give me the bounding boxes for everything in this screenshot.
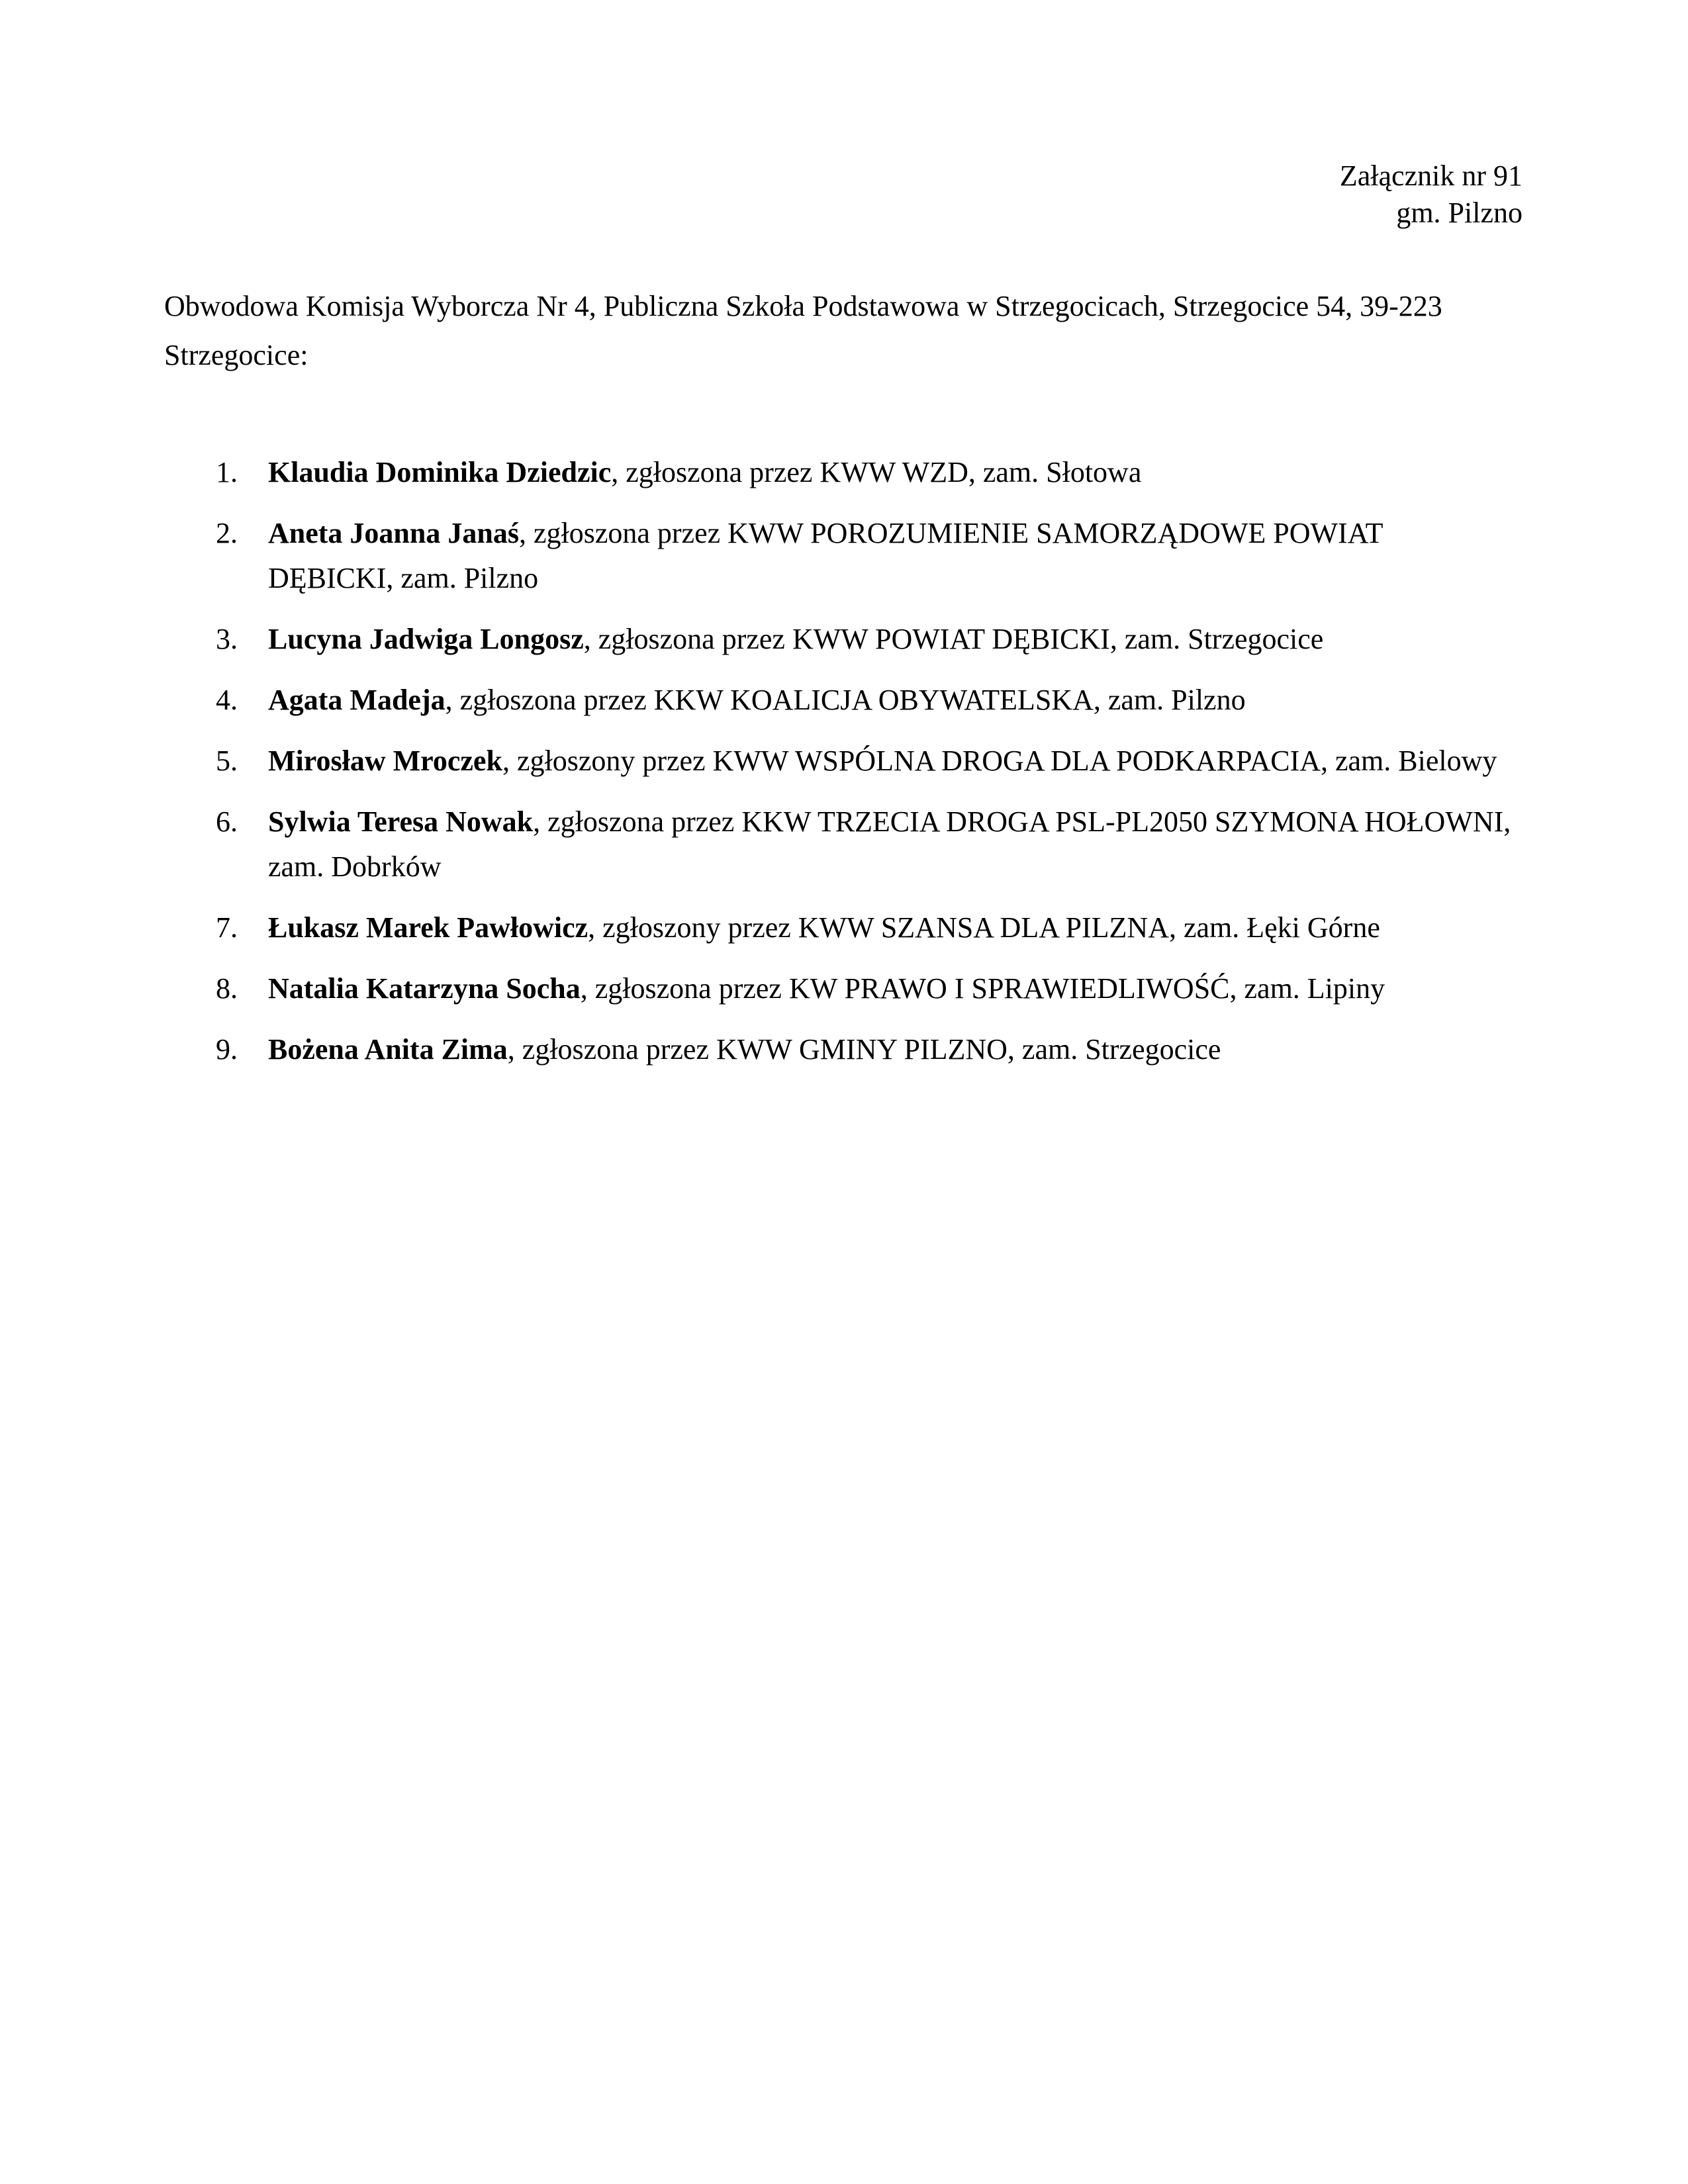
list-item — [164, 1027, 1515, 1072]
municipality-label: gm. Pilzno — [1396, 197, 1523, 229]
list-number: 6. — [216, 805, 238, 838]
member-details: , zgłoszona przez KWW WZD, zam. Słotowa — [611, 456, 1142, 488]
member-name: Aneta Joanna Janaś — [268, 517, 519, 549]
list-item — [164, 450, 1515, 495]
member-details: , zgłoszona przez KWW POROZUMIENIE SAMORZĄDOWE POWIAT DĘBICKI, zam. Pilzno — [268, 517, 1383, 594]
member-name: Łukasz Marek Pawłowicz — [268, 911, 588, 944]
member-details: , zgłoszona przez KWW POWIAT DĘBICKI, zam. Strzegocice — [583, 623, 1324, 655]
list-item — [164, 617, 1515, 662]
attachment-number: Załącznik nr 91 — [1339, 159, 1523, 192]
member-name: Klaudia Dominika Dziedzic — [268, 456, 612, 488]
list-item — [164, 905, 1515, 950]
member-list — [164, 450, 1515, 1088]
attachment-header — [1340, 158, 1523, 232]
list-number: 2. — [216, 517, 238, 549]
member-name: Lucyna Jadwiga Longosz — [268, 623, 584, 655]
list-number: 3. — [216, 623, 238, 655]
member-name: Bożena Anita Zima — [268, 1033, 508, 1066]
member-details: , zgłoszony przez KWW WSPÓLNA DROGA DLA PODKARPACIA, zam. Bielowy — [502, 745, 1497, 777]
member-name: Mirosław Mroczek — [268, 745, 502, 777]
list-number: 8. — [216, 972, 238, 1005]
list-number: 7. — [216, 911, 238, 944]
list-item — [164, 678, 1515, 723]
list-item — [164, 966, 1515, 1011]
list-number: 1. — [216, 456, 238, 488]
member-details: , zgłoszona przez KKW KOALICJA OBYWATELSKA, zam. Pilzno — [445, 684, 1246, 716]
commission-description: Obwodowa Komisja Wyborcza Nr 4, Publiczna Szkoła Podstawowa w Strzegocicach, Strzegocice 54, 39-223 Strzegocice: — [164, 290, 1442, 371]
member-details: , zgłoszona przez KWW GMINY PILZNO, zam. Strzegocice — [507, 1033, 1221, 1066]
list-number: 9. — [216, 1033, 238, 1066]
member-name: Natalia Katarzyna Socha — [268, 972, 581, 1005]
member-details: , zgłoszony przez KWW SZANSA DLA PILZNA, zam. Łęki Górne — [588, 911, 1380, 944]
list-item — [164, 511, 1515, 601]
list-number: 5. — [216, 745, 238, 777]
list-number: 4. — [216, 684, 238, 716]
list-item — [164, 799, 1515, 889]
list-item — [164, 739, 1515, 784]
member-details: , zgłoszona przez KW PRAWO I SPRAWIEDLIWOŚĆ, zam. Lipiny — [580, 972, 1385, 1005]
member-name: Sylwia Teresa Nowak — [268, 805, 534, 838]
member-details: , zgłoszona przez KKW TRZECIA DROGA PSL-PL2050 SZYMONA HOŁOWNI, zam. Dobrków — [268, 805, 1511, 883]
member-name: Agata Madeja — [268, 684, 445, 716]
